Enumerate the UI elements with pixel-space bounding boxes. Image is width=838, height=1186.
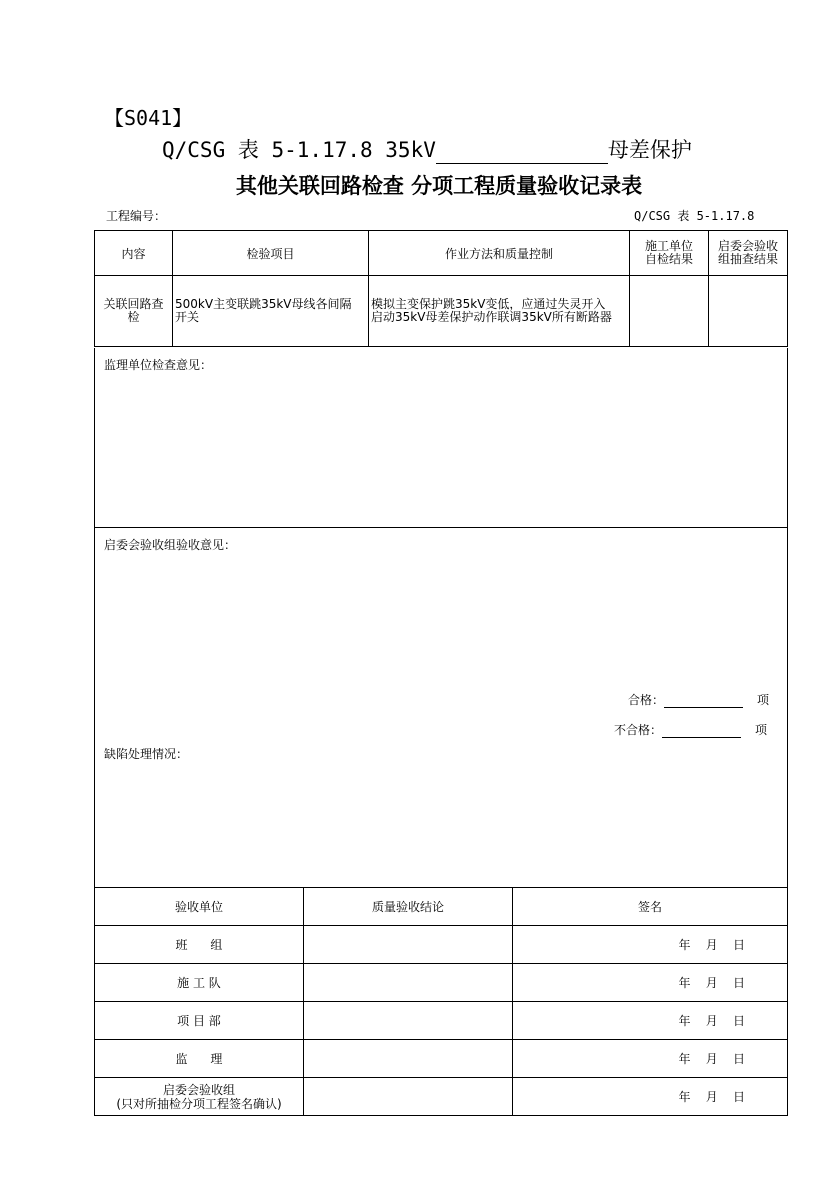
project-number-label: 工程编号： (106, 209, 167, 223)
signoff-header-row (95, 888, 788, 926)
header-item: 检验项目 (173, 231, 369, 276)
signoff-unit: 启委会验收组 (只对所抽检分项工程签名确认) (95, 1078, 304, 1116)
signoff-conclusion[interactable] (304, 1002, 513, 1040)
defect-label: 缺陷处理情况： (104, 747, 189, 761)
signoff-unit: 项 目 部 (95, 1002, 304, 1040)
pass-count-field[interactable] (664, 693, 743, 708)
table-row (95, 926, 788, 964)
supervision-label: 监理单位检查意见： (104, 358, 213, 372)
header-self-check: 施工单位 自检结果 (630, 231, 709, 276)
pass-unit: 项 (757, 693, 770, 707)
committee-opinion-box[interactable] (94, 528, 788, 888)
table-row (95, 1002, 788, 1040)
row-committee-result[interactable] (709, 276, 788, 347)
pass-label: 合格： (628, 693, 665, 707)
signoff-header-signature: 签名 (513, 888, 788, 926)
committee-label: 启委会验收组验收意见： (104, 538, 237, 552)
signoff-date[interactable]: 年 月 日 (513, 1040, 788, 1078)
header-committee-check: 启委会验收 组抽查结果 (709, 231, 788, 276)
row-item: 500kV主变联跳35kV母线各间隔 开关 (173, 276, 369, 347)
pass-count-row (628, 691, 769, 708)
table-row (95, 276, 788, 347)
signoff-date[interactable]: 年 月 日 (513, 1002, 788, 1040)
table-row (95, 1040, 788, 1078)
signoff-date[interactable]: 年 月 日 (513, 1078, 788, 1116)
row-method: 模拟主变保护跳35kV变低，应通过失灵开入 启动35kV母差保护动作联调35kV所有断路器 (369, 276, 630, 347)
title-line-2: 其他关联回路检查 分项工程质量验收记录表 (235, 174, 643, 198)
signoff-table (94, 887, 788, 1116)
table-header-row (95, 231, 788, 276)
row-content: 关联回路查 检 (95, 276, 173, 347)
signoff-unit: 班 组 (95, 926, 304, 964)
fail-label: 不合格： (614, 723, 663, 737)
signoff-conclusion[interactable] (304, 926, 513, 964)
title-blank-field[interactable] (436, 139, 608, 164)
title-suffix: 母差保护 (607, 138, 692, 162)
signoff-header-unit: 验收单位 (95, 888, 304, 926)
header-method: 作业方法和质量控制 (369, 231, 630, 276)
table-row (95, 964, 788, 1002)
signoff-conclusion[interactable] (304, 1078, 513, 1116)
header-content: 内容 (95, 231, 173, 276)
row-self-result[interactable] (630, 276, 709, 347)
signoff-conclusion[interactable] (304, 1040, 513, 1078)
title-line-1 (162, 134, 692, 164)
signoff-header-conclusion: 质量验收结论 (304, 888, 513, 926)
signoff-unit: 施 工 队 (95, 964, 304, 1002)
signoff-conclusion[interactable] (304, 964, 513, 1002)
signoff-date[interactable]: 年 月 日 (513, 926, 788, 964)
inspection-table (94, 230, 788, 347)
form-number: Q/CSG 表 5-1.17.8 (634, 209, 755, 223)
title-prefix: Q/CSG 表 5-1.17.8 35kV (162, 138, 436, 162)
signoff-date[interactable]: 年 月 日 (513, 964, 788, 1002)
table-row (95, 1078, 788, 1116)
fail-count-row (614, 721, 767, 738)
fail-unit: 项 (755, 723, 768, 737)
fail-count-field[interactable] (662, 723, 741, 738)
form-code: 【S041】 (104, 106, 193, 130)
signoff-unit: 监 理 (95, 1040, 304, 1078)
supervision-opinion-box[interactable] (94, 348, 788, 528)
